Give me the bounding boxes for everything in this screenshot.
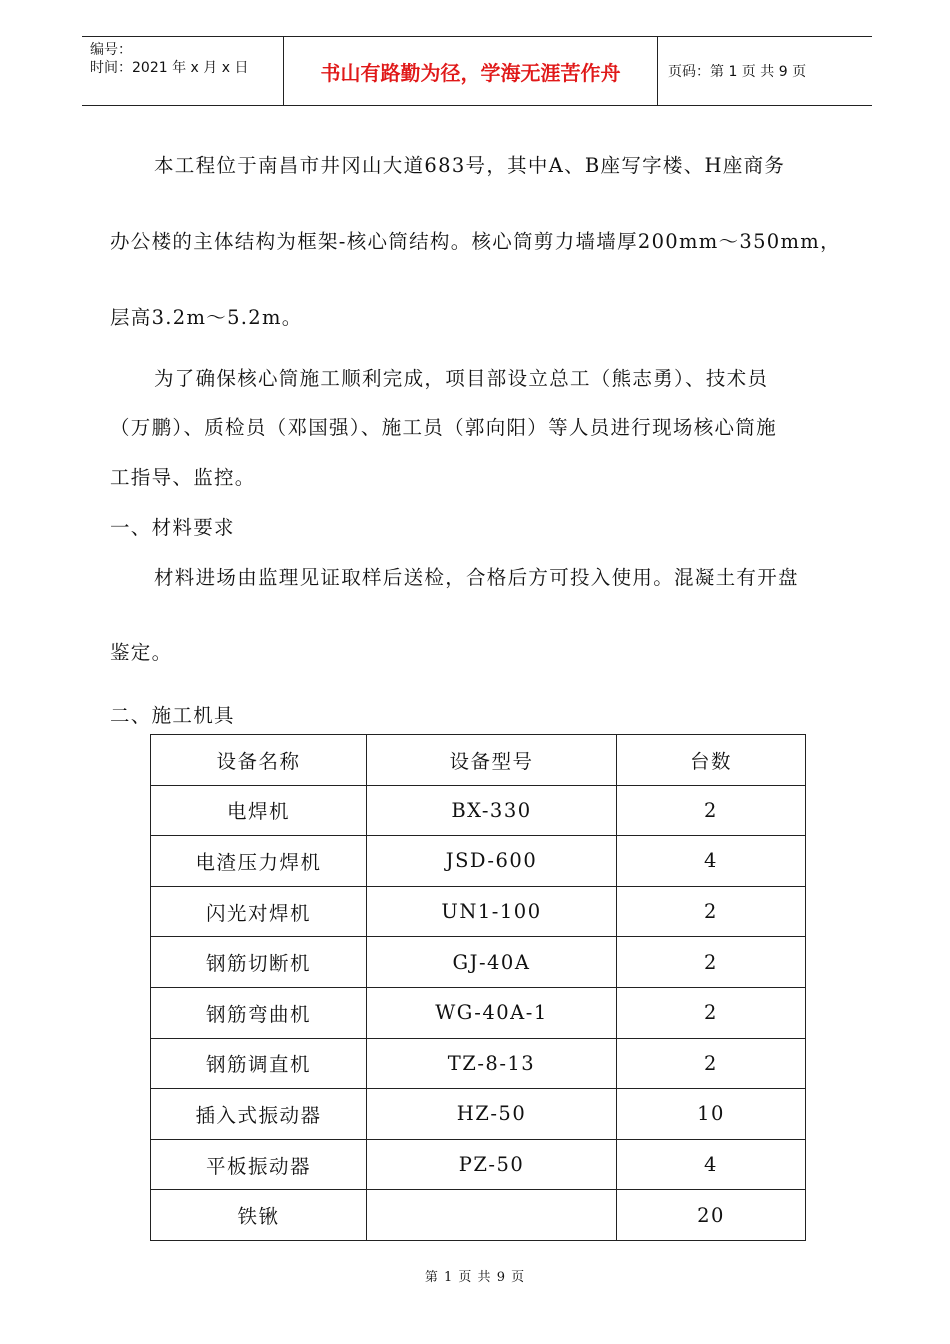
table-cell-count: 4 — [617, 836, 806, 887]
table-cell-name: 插入式振动器 — [151, 1089, 367, 1140]
paragraph-2-line-2: （万鹏）、质检员（邓国强）、施工员（郭向阳）等人员进行现场核心筒施 — [110, 416, 777, 439]
table-cell-model: JSD-600 — [367, 836, 617, 887]
header-motto: 书山有路勤为径，学海无涯苦作舟 — [284, 37, 658, 105]
table-cell-name: 钢筋弯曲机 — [151, 987, 367, 1038]
paragraph-2-line-3: 工指导、监控。 — [110, 466, 256, 489]
table-cell-count: 10 — [617, 1089, 806, 1140]
table-cell-name: 闪光对焊机 — [151, 886, 367, 937]
table-cell-model: GJ-40A — [367, 937, 617, 988]
table-header-cell: 设备型号 — [367, 735, 617, 786]
table-cell-name: 铁锹 — [151, 1190, 367, 1241]
table-header-row — [151, 735, 806, 786]
table-row — [151, 1038, 806, 1089]
table-cell-name: 钢筋调直机 — [151, 1038, 367, 1089]
table-row — [151, 1190, 806, 1241]
table-row — [151, 836, 806, 887]
header-meta — [82, 37, 284, 105]
section-heading-materials: 一、材料要求 — [110, 516, 235, 539]
table-cell-name: 钢筋切断机 — [151, 937, 367, 988]
paragraph-1-line-1: 本工程位于南昌市井冈山大道683号，其中A、B座写字楼、H座商务 — [154, 154, 786, 177]
table-cell-count: 20 — [617, 1190, 806, 1241]
table-cell-count: 4 — [617, 1139, 806, 1190]
table-cell-model: BX-330 — [367, 785, 617, 836]
table-cell-model: WG-40A-1 — [367, 987, 617, 1038]
header-page-number: 页码：第 1 页 共 9 页 — [668, 64, 807, 80]
table-cell-name: 电渣压力焊机 — [151, 836, 367, 887]
table-row — [151, 1089, 806, 1140]
document-date-label: 时间：2021 年 x 月 x 日 — [90, 60, 249, 76]
table-cell-model: HZ-50 — [367, 1089, 617, 1140]
section-heading-equipment: 二、施工机具 — [110, 704, 235, 727]
table-header-cell: 设备名称 — [151, 735, 367, 786]
table-cell-count: 2 — [617, 785, 806, 836]
table-cell-model: TZ-8-13 — [367, 1038, 617, 1089]
document-number-label: 编号： — [90, 42, 132, 58]
table-cell-name: 电焊机 — [151, 785, 367, 836]
paragraph-2-line-1: 为了确保核心筒施工顺利完成，项目部设立总工（熊志勇）、技术员 — [154, 367, 769, 390]
table-cell-count: 2 — [617, 886, 806, 937]
table-cell-count: 2 — [617, 937, 806, 988]
table-cell-model: PZ-50 — [367, 1139, 617, 1190]
table-row — [151, 785, 806, 836]
document-header — [82, 36, 872, 106]
table-row — [151, 886, 806, 937]
table-cell-count: 2 — [617, 1038, 806, 1089]
table-cell-name: 平板振动器 — [151, 1139, 367, 1190]
page-footer: 第 1 页 共 9 页 — [424, 1270, 526, 1285]
table-row — [151, 937, 806, 988]
paragraph-3-line-1: 材料进场由监理见证取样后送检，合格后方可投入使用。混凝土有开盘 — [154, 566, 799, 589]
equipment-table — [150, 734, 806, 1241]
paragraph-1-line-3: 层高3.2m～5.2m。 — [110, 306, 303, 329]
table-row — [151, 1139, 806, 1190]
paragraph-1-line-2: 办公楼的主体结构为框架-核心筒结构。核心筒剪力墙墙厚200mm～350mm， — [110, 230, 841, 253]
paragraph-3-line-2: 鉴定。 — [110, 641, 173, 664]
table-header-cell: 台数 — [617, 735, 806, 786]
table-cell-model: UN1-100 — [367, 886, 617, 937]
table-cell-model — [367, 1190, 617, 1241]
table-cell-count: 2 — [617, 987, 806, 1038]
table-row — [151, 987, 806, 1038]
